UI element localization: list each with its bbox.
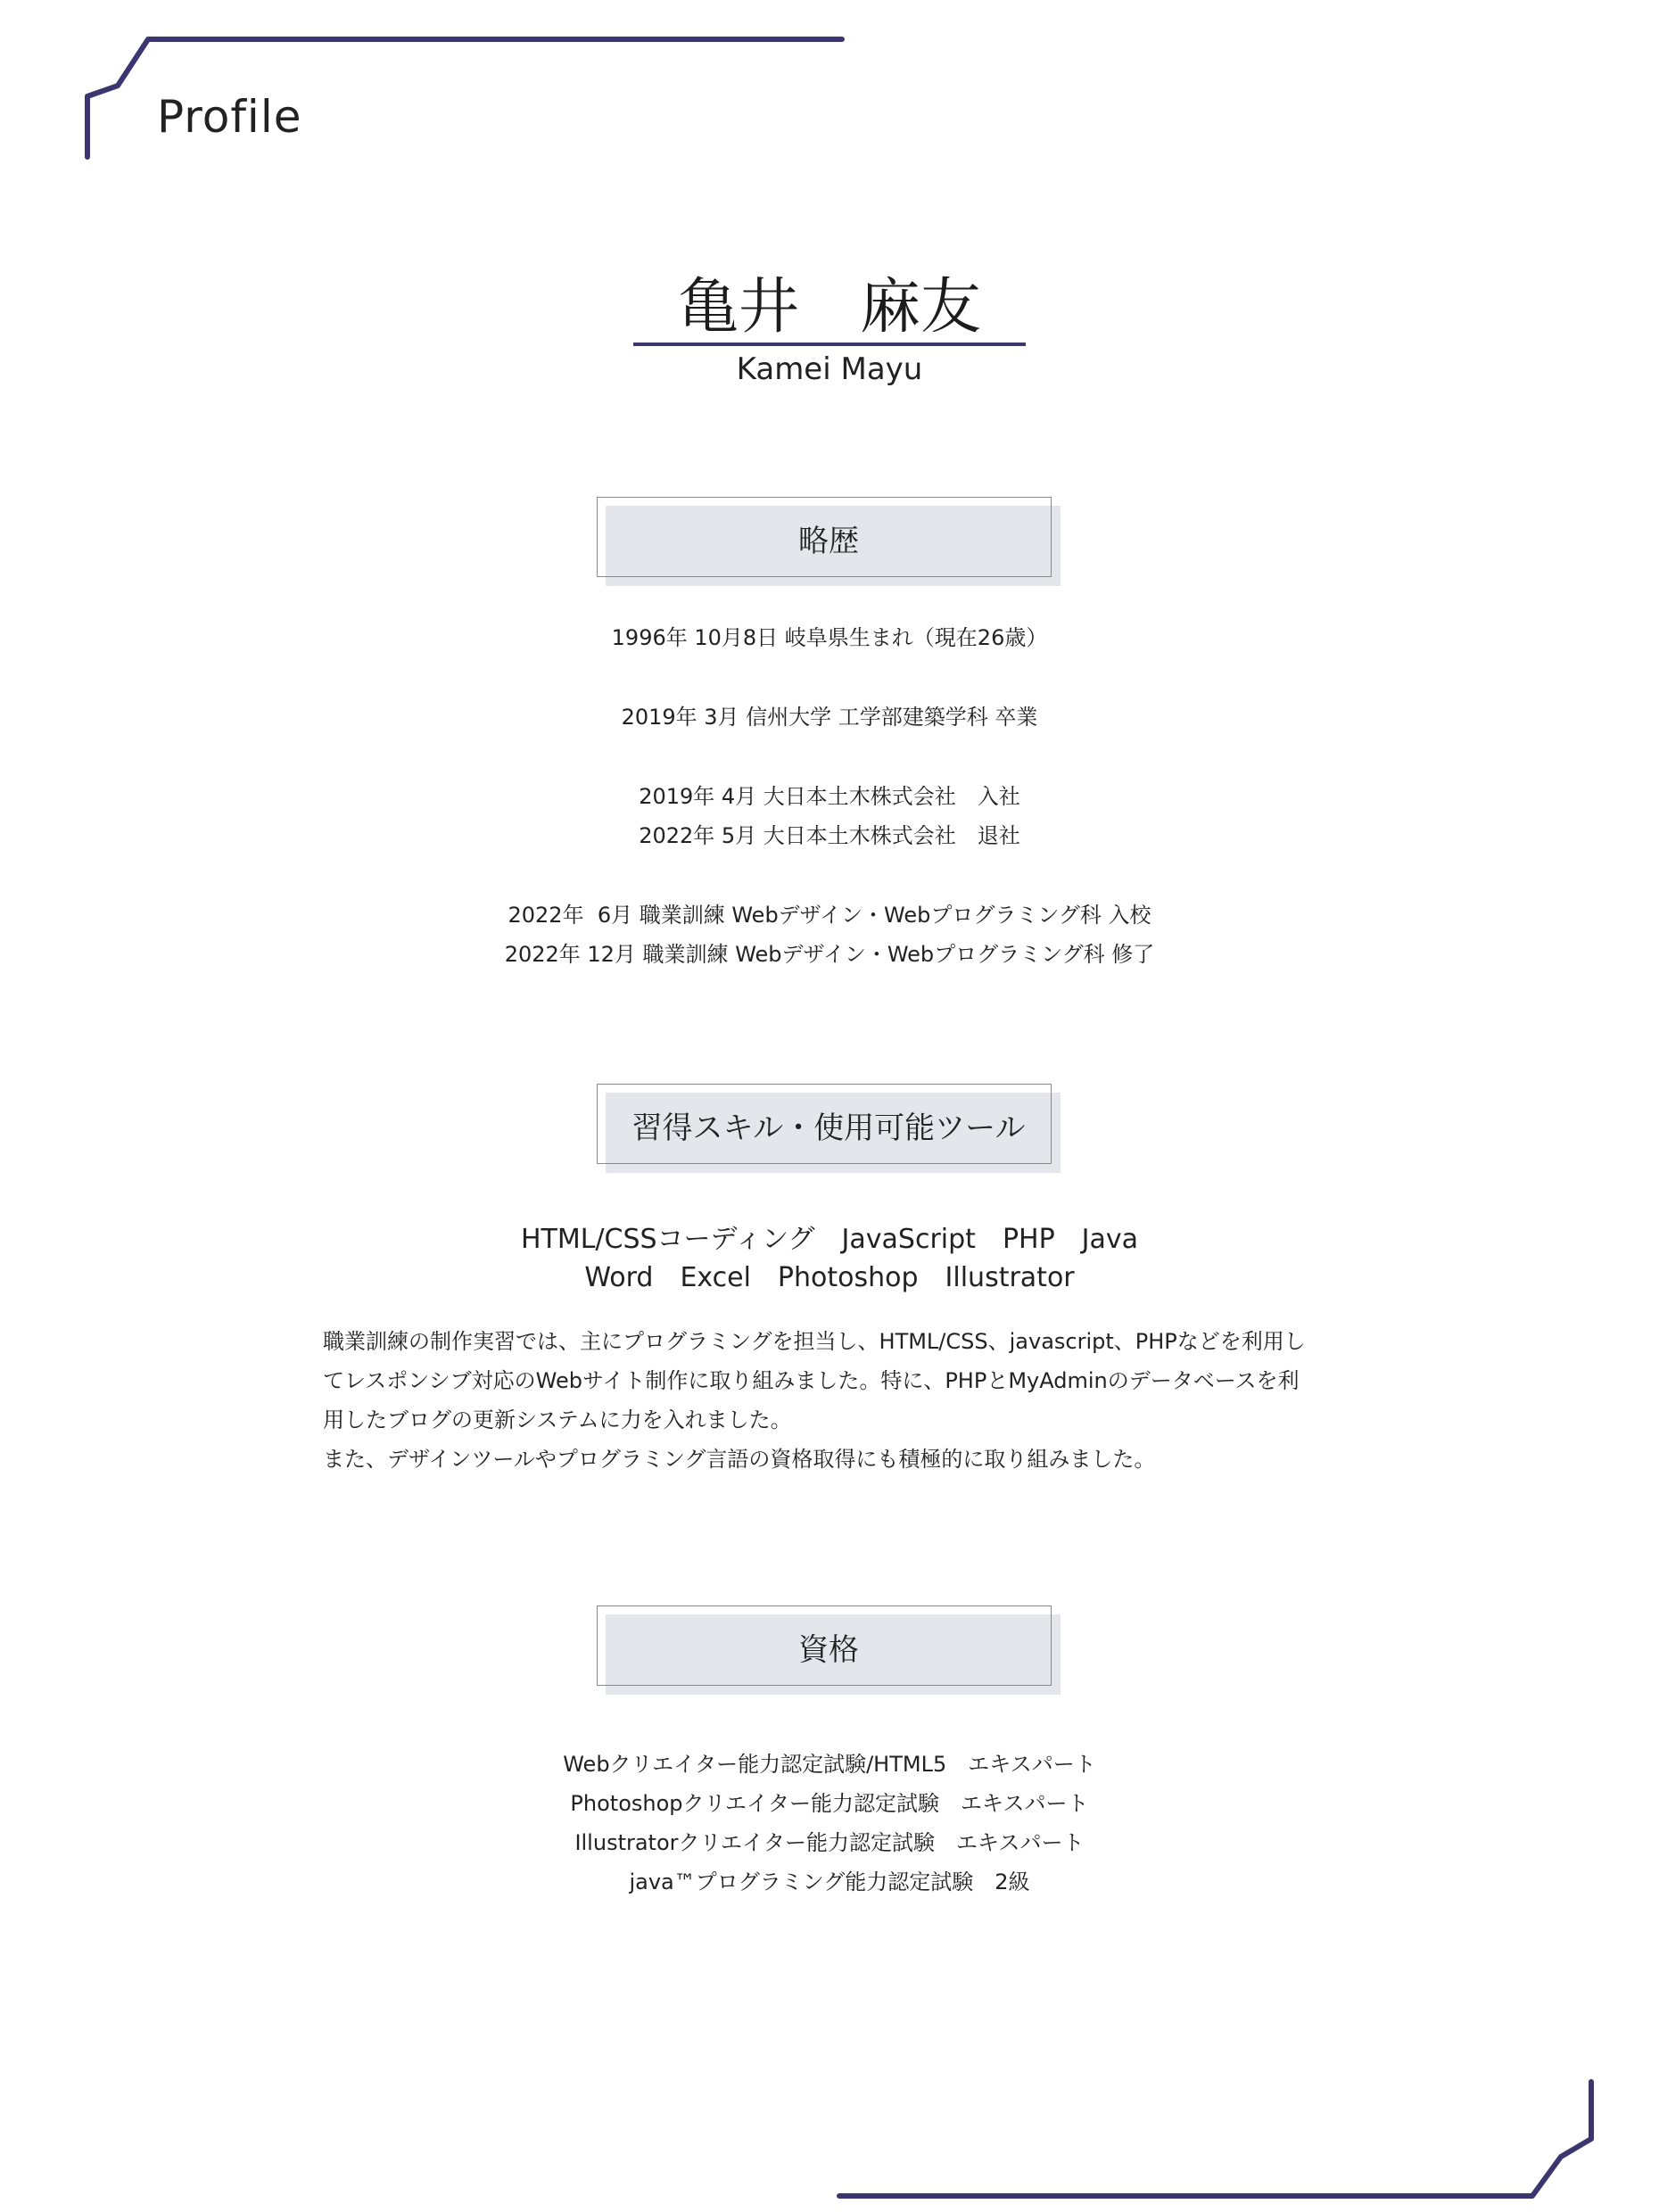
skills-description xyxy=(323,1322,1358,1479)
certification-line: Webクリエイター能力認定試験/HTML5 エキスパート xyxy=(563,1752,1096,1777)
certification-line: java™プログラミング能力認定試験 2級 xyxy=(629,1869,1030,1894)
description-line: 用したブログの更新システムに力を入れました。 xyxy=(323,1407,792,1432)
description-line: てレスポンシブ対応のWebサイト制作に取り組みました。特に、PHPとMyAdminのデータベースを利 xyxy=(323,1368,1300,1393)
history-line: 2019年 3月 信州大学 工学部建築学科 卒業 xyxy=(621,705,1038,730)
name-romaji: Kamei Mayu xyxy=(736,351,923,387)
history-line: 2022年 5月 大日本土木株式会社 退社 xyxy=(639,823,1020,848)
heading-label: 資格 xyxy=(798,1632,859,1668)
skills-line: HTML/CSSコーディング JavaScript PHP Java xyxy=(520,1224,1139,1255)
skills-line: Word Excel Photoshop Illustrator xyxy=(584,1262,1075,1293)
description-line: 職業訓練の制作実習では、主にプログラミングを担当し、HTML/CSS、javascript、PHPなどを利用し xyxy=(323,1329,1306,1354)
history-line: 1996年 10月8日 岐阜県生まれ（現在26歳） xyxy=(611,625,1048,650)
section-heading-skills xyxy=(597,1084,1052,1164)
certification-line: Photoshopクリエイター能力認定試験 エキスパート xyxy=(570,1791,1089,1816)
name-underline xyxy=(633,343,1026,346)
name-japanese: 亀井 麻友 xyxy=(677,272,981,343)
history-line: 2022年 12月 職業訓練 Webデザイン・Webプログラミング科 修了 xyxy=(504,942,1155,967)
section-heading-certifications xyxy=(597,1605,1052,1686)
history-line: 2019年 4月 大日本土木株式会社 入社 xyxy=(639,784,1020,809)
certification-line: Illustratorクリエイター能力認定試験 エキスパート xyxy=(574,1830,1085,1855)
bottom-right-frame-line xyxy=(839,2082,1591,2196)
heading-label: 習得スキル・使用可能ツール xyxy=(631,1110,1026,1146)
history-line: 2022年 6月 職業訓練 Webデザイン・Webプログラミング科 入校 xyxy=(508,903,1151,928)
heading-label: 略歴 xyxy=(798,524,859,559)
page-title: Profile xyxy=(157,91,302,143)
description-line: また、デザインツールやプログラミング言語の資格取得にも積極的に取り組みました。 xyxy=(323,1447,1156,1472)
section-heading-history xyxy=(597,497,1052,577)
